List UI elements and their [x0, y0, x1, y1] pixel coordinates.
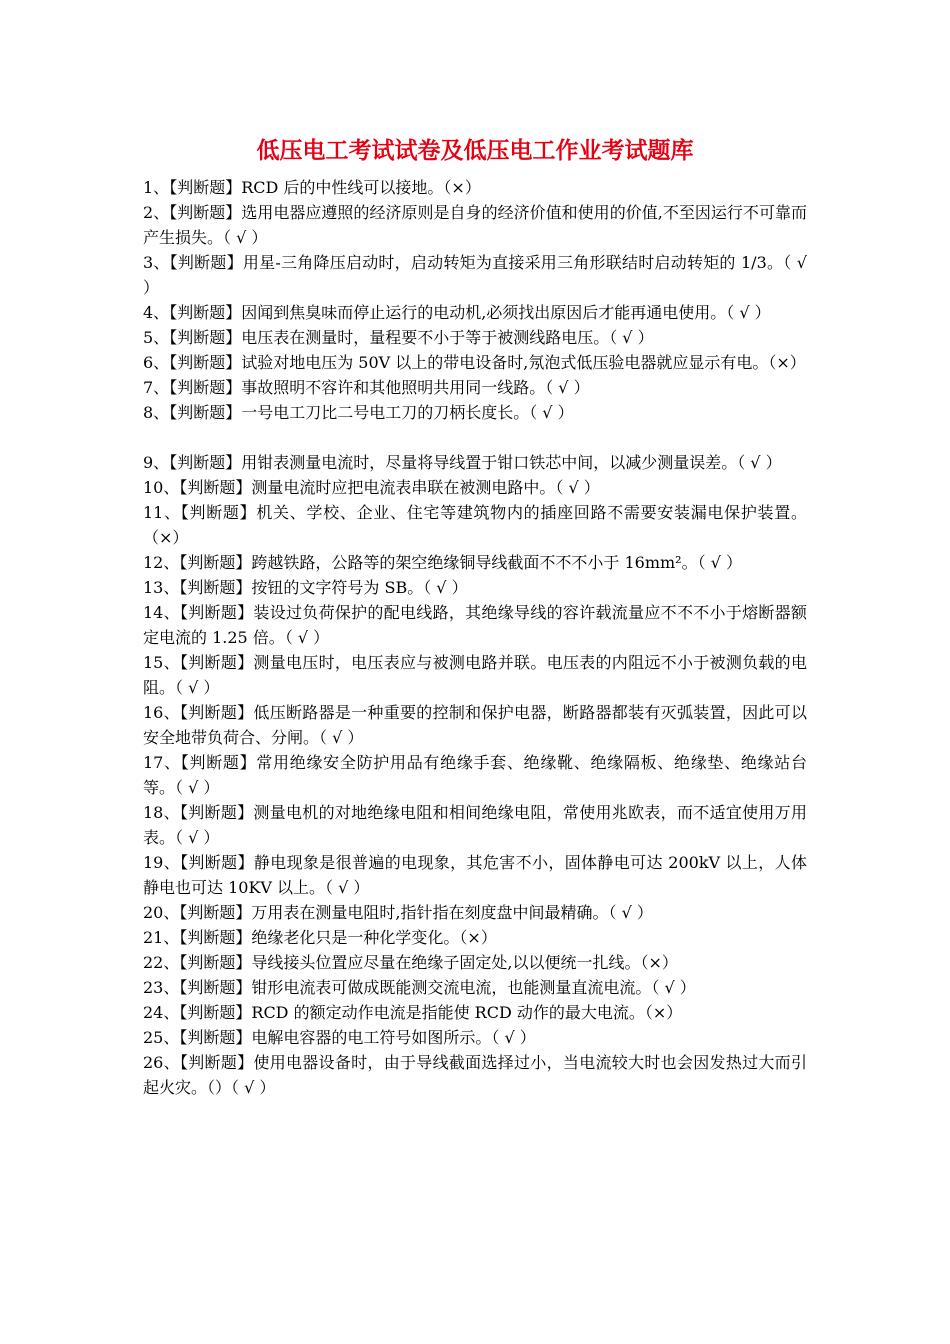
question-text: 绝缘老化只是一种化学变化。	[251, 928, 460, 947]
question-item	[143, 300, 807, 325]
question-type: 【判断题】	[169, 253, 243, 272]
question-text: 低压断路器是一种重要的控制和保护电器，断路器都装有灭弧装置，因此可以安全地带负荷合、分闸。	[143, 703, 807, 747]
question-item	[143, 800, 807, 850]
question-text: 测量电机的对地绝缘电阻和相间绝缘电阻，常使用兆欧表，而不适宜使用万用表。	[143, 803, 807, 847]
question-item	[143, 925, 807, 950]
question-answer: （×）	[459, 928, 497, 947]
question-item	[143, 750, 807, 800]
question-answer: （ √ ）	[555, 478, 600, 497]
question-item	[143, 200, 807, 250]
question-number: 21、	[143, 928, 180, 947]
question-text: 跨越铁路，公路等的架空绝缘铜导线截面不不不小于 16mm²。	[251, 553, 698, 572]
question-number: 9、	[143, 453, 170, 472]
question-answer: （×）	[640, 953, 678, 972]
question-answer: （×）	[644, 1003, 683, 1022]
question-type: 【判断题】	[179, 928, 252, 947]
question-answer: （ √ ）	[545, 378, 590, 397]
question-item	[143, 550, 807, 575]
question-number: 6、	[143, 353, 170, 372]
question-type: 【判断题】	[179, 478, 252, 497]
question-text: 装设过负荷保护的配电线路，其绝缘导线的容许载流量应不不不小于熔断器额定电流的 1.25 倍。	[143, 603, 807, 647]
question-answer: （×）	[443, 178, 481, 197]
question-item	[143, 575, 807, 600]
question-number: 18、	[143, 803, 180, 822]
question-item	[143, 600, 807, 650]
question-list	[143, 175, 807, 1100]
question-text: 电解电容器的电工符号如图所示。	[251, 1028, 492, 1047]
question-type: 【判断题】	[179, 953, 252, 972]
question-type: 【判断题】	[179, 978, 252, 997]
question-number: 5、	[143, 328, 170, 347]
question-type: 【判断题】	[169, 453, 242, 472]
question-text: RCD 的额定动作电流是指能使 RCD 动作的最大电流。	[251, 1003, 645, 1022]
question-text: 使用电器设备时，由于导线截面选择过小，当电流较大时也会因发热过大而引起火灾。（）	[143, 1053, 807, 1097]
question-answer: （ √ ）	[175, 778, 220, 797]
question-type: 【判断题】	[179, 1053, 254, 1072]
question-number: 7、	[143, 378, 170, 397]
question-answer: （ √ ）	[737, 453, 782, 472]
question-number: 15、	[143, 653, 180, 672]
question-type: 【判断题】	[169, 178, 242, 197]
question-answer: （ √ ）	[609, 328, 654, 347]
question-answer: （ √ ）	[223, 228, 268, 247]
question-type: 【判断题】	[179, 703, 254, 722]
question-type: 【判断题】	[169, 378, 242, 397]
question-text: 常用绝缘安全防护用品有绝缘手套、绝缘靴、绝缘隔板、绝缘垫、绝缘站台等。	[143, 753, 807, 797]
question-answer: （ √ ）	[608, 903, 653, 922]
question-number: 13、	[143, 578, 180, 597]
question-text: 事故照明不容许和其他照明共用同一线路。	[241, 378, 546, 397]
question-type: 【判断题】	[179, 1003, 252, 1022]
question-answer: （ √ ）	[231, 1078, 276, 1097]
question-number: 8、	[143, 403, 170, 422]
question-text: 用星-三角降压启动时，启动转矩为直接采用三角形联结时启动转矩的 1/3。	[242, 253, 784, 272]
question-answer: （×）	[768, 353, 806, 372]
question-item	[143, 1025, 807, 1050]
question-text: RCD 后的中性线可以接地。	[241, 178, 444, 197]
question-text: 导线接头位置应尽量在绝缘子固定处,以以便统一扎线。	[251, 953, 641, 972]
question-type: 【判断题】	[179, 903, 252, 922]
question-text: 按钮的文字符号为 SB。	[251, 578, 424, 597]
question-number: 20、	[143, 903, 180, 922]
question-item	[143, 350, 807, 375]
question-answer: （ √ ）	[143, 253, 807, 297]
question-type: 【判断题】	[179, 1028, 252, 1047]
question-type: 【判断题】	[169, 353, 242, 372]
question-number: 3、	[143, 253, 170, 272]
question-item	[143, 450, 807, 475]
question-number: 26、	[143, 1053, 180, 1072]
question-number: 1、	[143, 178, 170, 197]
question-item	[143, 700, 807, 750]
question-number: 12、	[143, 553, 180, 572]
question-answer: （ √ ）	[491, 1028, 536, 1047]
question-answer: （ √ ）	[697, 553, 742, 572]
question-item	[143, 175, 807, 200]
question-answer: （ √ ）	[175, 828, 220, 847]
question-item	[143, 325, 807, 350]
question-type: 【判断题】	[179, 578, 252, 597]
question-answer: （ √ ）	[175, 678, 220, 697]
question-text: 测量电流时应把电流表串联在被测电路中。	[251, 478, 556, 497]
question-type: 【判断题】	[169, 303, 242, 322]
question-text: 万用表在测量电阻时,指针指在刻度盘中间最精确。	[251, 903, 609, 922]
question-number: 10、	[143, 478, 180, 497]
question-text: 电压表在测量时，量程要不小于等于被测线路电压。	[241, 328, 610, 347]
question-text: 钳形电流表可做成既能测交流电流，也能测量直流电流。	[251, 978, 652, 997]
question-text: 测量电压时，电压表应与被测电路并联。电压表的内阻远不小于被测负载的电阻。	[143, 653, 807, 697]
question-number: 23、	[143, 978, 180, 997]
question-answer: （ √ ）	[726, 303, 771, 322]
question-type: 【判断题】	[179, 603, 254, 622]
question-item	[143, 850, 807, 900]
question-answer: （×）	[143, 528, 189, 547]
question-number: 22、	[143, 953, 180, 972]
question-number: 17、	[143, 753, 181, 772]
question-number: 4、	[143, 303, 170, 322]
question-number: 11、	[143, 503, 181, 522]
question-item	[143, 1000, 807, 1025]
question-answer: （ √ ）	[325, 878, 370, 897]
question-type: 【判断题】	[169, 403, 242, 422]
question-item	[143, 400, 807, 425]
question-type: 【判断题】	[180, 753, 257, 772]
question-item	[143, 500, 807, 550]
question-item	[143, 900, 807, 925]
question-text: 试验对地电压为 50V 以上的带电设备时,氖泡式低压验电器就应显示有电。	[241, 353, 769, 372]
question-type: 【判断题】	[180, 853, 254, 872]
question-type: 【判断题】	[179, 803, 254, 822]
question-number: 25、	[143, 1028, 180, 1047]
document-title: 低压电工考试试卷及低压电工作业考试题库	[256, 138, 694, 164]
question-number: 16、	[143, 703, 180, 722]
question-type: 【判断题】	[179, 553, 252, 572]
question-answer: （ √ ）	[529, 403, 574, 422]
question-number: 24、	[143, 1003, 180, 1022]
question-item	[143, 475, 807, 500]
question-item	[143, 1050, 807, 1100]
question-item	[143, 950, 807, 975]
question-type: 【判断题】	[180, 503, 257, 522]
question-item	[143, 975, 807, 1000]
question-text: 一号电工刀比二号电工刀的刀柄长度长。	[241, 403, 530, 422]
question-answer: （ √ ）	[651, 978, 696, 997]
question-item	[143, 650, 807, 700]
question-type: 【判断题】	[169, 328, 242, 347]
question-number: 14、	[143, 603, 180, 622]
question-answer: （ √ ）	[284, 628, 330, 647]
question-item	[143, 250, 807, 300]
question-item	[143, 375, 807, 400]
question-type: 【判断题】	[179, 653, 254, 672]
question-type: 【判断题】	[169, 203, 242, 222]
question-text: 用钳表测量电流时，尽量将导线置于钳口铁芯中间，以减少测量误差。	[241, 453, 738, 472]
question-number: 2、	[143, 203, 170, 222]
question-text: 机关、学校、企业、住宅等建筑物内的插座回路不需要安装漏电保护装置。	[256, 503, 807, 522]
question-text: 静电现象是很普遍的电现象，其危害不小，固体静电可达 200kV 以上，人体静电也可达 10KV 以上。	[143, 853, 807, 897]
question-text: 选用电器应遵照的经济原则是自身的经济价值和使用的价值,不至因运行不可靠而产生损失。	[143, 203, 807, 247]
question-answer: （ √ ）	[423, 578, 468, 597]
question-number: 19、	[143, 853, 181, 872]
question-text: 因闻到焦臭味而停止运行的电动机,必须找出原因后才能再通电使用。	[241, 303, 727, 322]
question-answer: （ √ ）	[319, 728, 364, 747]
